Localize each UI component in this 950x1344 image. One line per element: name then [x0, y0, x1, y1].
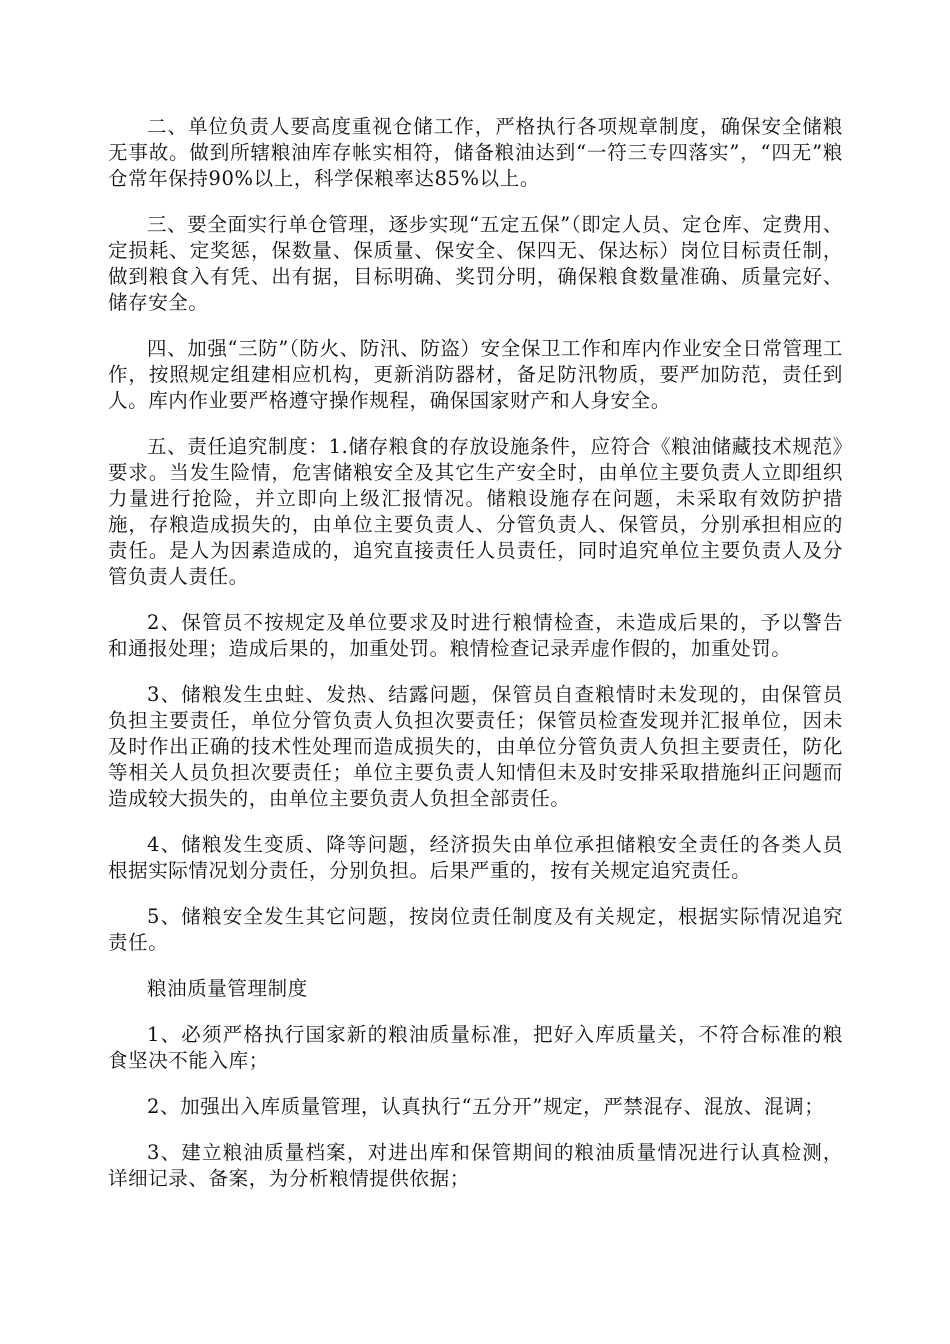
paragraph-section-2: 二、单位负责人要高度重视仓储工作，严格执行各项规章制度，确保安全储粮无事故。做到所辖粮油库存帐实相符，储备粮油达到“一符三专四落实”，“四无”粮仓常年保持90%以上，科学保粮率达85%以上。	[108, 115, 843, 190]
paragraph-section-3: 三、要全面实行单仓管理，逐步实现“五定五保”（即定人员、定仓库、定费用、定损耗、定奖惩，保数量、保质量、保安全、保四无、保达标）岗位目标责任制，做到粮食入有凭、出有据，目标明确、奖罚分明，确保粮食数量准确、质量完好、储存安全。	[108, 213, 843, 314]
paragraph-item-2: 2、保管员不按规定及单位要求及时进行粮情检查，未造成后果的，予以警告和通报处理；造成后果的，加重处罚。粮情检查记录弄虚作假的，加重处罚。	[108, 611, 843, 660]
paragraph-quality-1: 1、必须严格执行国家新的粮油质量标准，把好入库质量关，不符合标准的粮食坚决不能入库；	[108, 1023, 843, 1072]
paragraph-section-4: 四、加强“三防”（防火、防汛、防盗）安全保卫工作和库内作业安全日常管理工作，按照规定组建相应机构，更新消防器材，备足防汛物质，要严加防范，责任到人。库内作业要严格遵守操作规程，确保国家财产和人身安全。	[108, 337, 843, 412]
paragraph-item-3: 3、储粮发生虫蛀、发热、结露问题，保管员自查粮情时未发现的，由保管员负担主要责任，单位分管负责人负担次要责任；保管员检查发现并汇报单位，因未及时作出正确的技术性处理而造成损失的，由单位分管负责人负担主要责任，防化等相关人员负担次要责任；单位主要负责人知情但未及时安排采取措施纠正问题而造成较大损失的，由单位主要负责人负担全部责任。	[108, 683, 843, 810]
paragraph-item-4: 4、储粮发生变质、降等问题，经济损失由单位承担储粮安全责任的各类人员根据实际情况划分责任，分别负担。后果严重的，按有关规定追究责任。	[108, 833, 843, 882]
paragraph-quality-2: 2、加强出入库质量管理，认真执行“五分开”规定，严禁混存、混放、混调；	[147, 1095, 825, 1118]
paragraph-section-5: 五、责任追究制度：1.储存粮食的存放设施条件，应符合《粮油储藏技术规范》要求。当发生险情，危害储粮安全及其它生产安全时，由单位主要负责人立即组织力量进行抢险，并立即向上级汇报情况。储粮设施存在问题，未采取有效防护措施，存粮造成损失的，由单位主要负责人、分管负责人、保管员，分别承担相应的责任。是人为因素造成的，追究直接责任人员责任，同时追究单位主要负责人及分管负责人责任。	[108, 435, 843, 588]
document-body	[108, 114, 843, 1212]
section-heading-quality: 粮油质量管理制度	[147, 977, 308, 1000]
paragraph-quality-3: 3、建立粮油质量档案，对进出库和保管期间的粮油质量情况进行认真检测，详细记录、备案，为分析粮情提供依据；	[108, 1141, 843, 1190]
paragraph-item-5: 5、储粮安全发生其它问题，按岗位责任制度及有关规定，根据实际情况追究责任。	[108, 905, 843, 954]
